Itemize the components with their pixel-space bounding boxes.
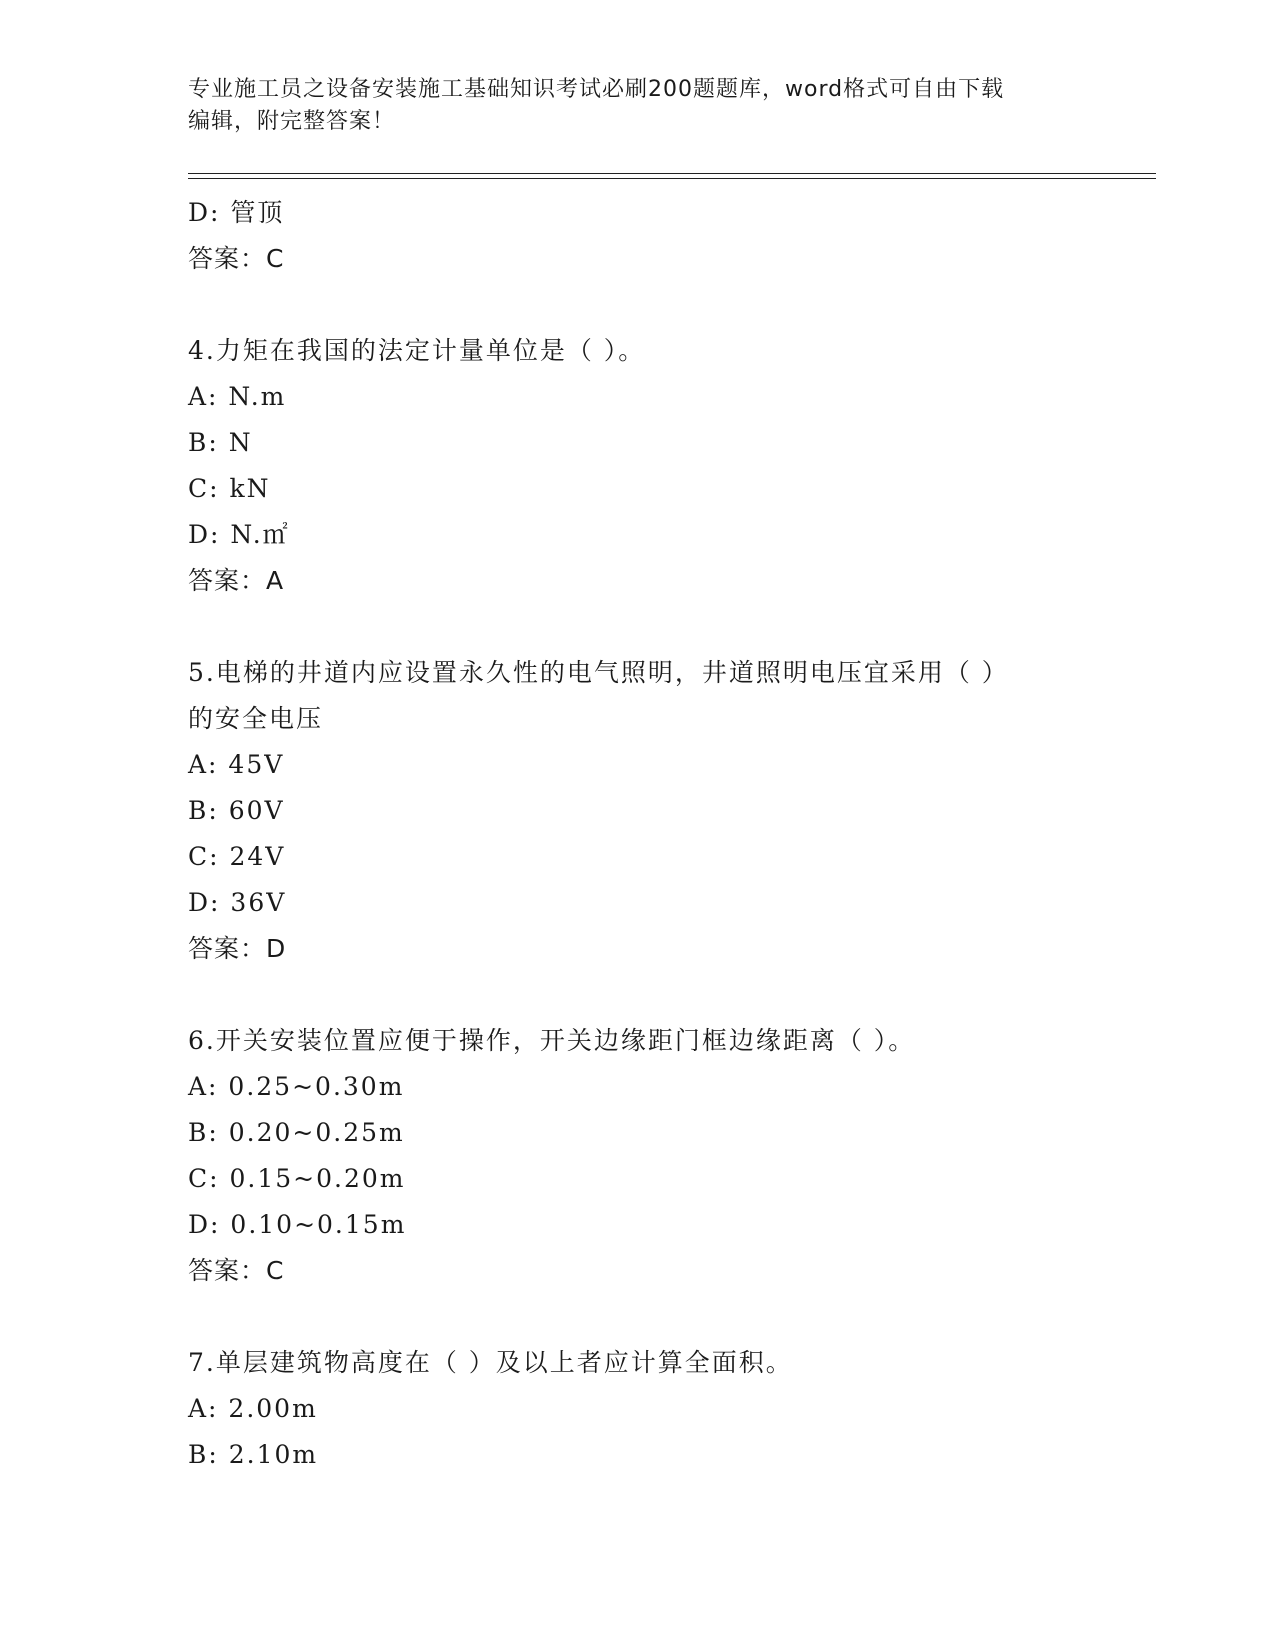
option-a: A: N.m <box>188 382 287 411</box>
question-block-6 <box>188 1018 1118 1294</box>
answer-line: 答案：C <box>188 1256 285 1285</box>
question-block-7 <box>188 1340 1118 1478</box>
option-b: B: 0.20~0.25m <box>188 1118 405 1147</box>
option-b: B: N <box>188 428 253 457</box>
option-c: C: 0.15~0.20m <box>188 1164 406 1193</box>
document-header <box>188 74 1068 138</box>
question-block-4 <box>188 328 1118 604</box>
header-divider-top <box>188 173 1156 174</box>
spacer <box>188 972 1118 1018</box>
header-title-line-1: 专业施工员之设备安装施工基础知识考试必刷200题题库，word格式可自由下载 <box>188 77 1005 102</box>
question-stem: 5.电梯的井道内应设置永久性的电气照明，井道照明电压宜采用（ ） <box>188 658 1009 687</box>
option-d: D: 36V <box>188 888 287 917</box>
spacer <box>188 1294 1118 1340</box>
option-d: D: 0.10~0.15m <box>188 1210 407 1239</box>
option-d: D: N.㎡ <box>188 520 290 549</box>
option-a: A: 0.25~0.30m <box>188 1072 405 1101</box>
spacer <box>188 282 1118 328</box>
header-divider-bottom <box>188 178 1156 179</box>
question-content <box>188 190 1118 1478</box>
option-a: A: 45V <box>188 750 285 779</box>
answer-line: 答案：C <box>188 244 285 273</box>
option-b: B: 2.10m <box>188 1440 319 1469</box>
option-c: C: 24V <box>188 842 286 871</box>
option-b: B: 60V <box>188 796 285 825</box>
answer-line: 答案：A <box>188 566 285 595</box>
question-stem: 4.力矩在我国的法定计量单位是（ ）。 <box>188 336 646 365</box>
question-block-5 <box>188 650 1118 972</box>
header-title-line-2: 编辑，附完整答案！ <box>188 109 396 134</box>
option-c: C: kN <box>188 474 271 503</box>
question-stem-continued: 的安全电压 <box>188 704 324 733</box>
spacer <box>188 604 1118 650</box>
option-a: A: 2.00m <box>188 1394 318 1423</box>
option-d: D: 管顶 <box>188 198 285 227</box>
question-stem: 6.开关安装位置应便于操作，开关边缘距门框边缘距离（ ）。 <box>188 1026 916 1055</box>
answer-line: 答案：D <box>188 934 287 963</box>
question-stem: 7.单层建筑物高度在（ ）及以上者应计算全面积。 <box>188 1348 793 1377</box>
